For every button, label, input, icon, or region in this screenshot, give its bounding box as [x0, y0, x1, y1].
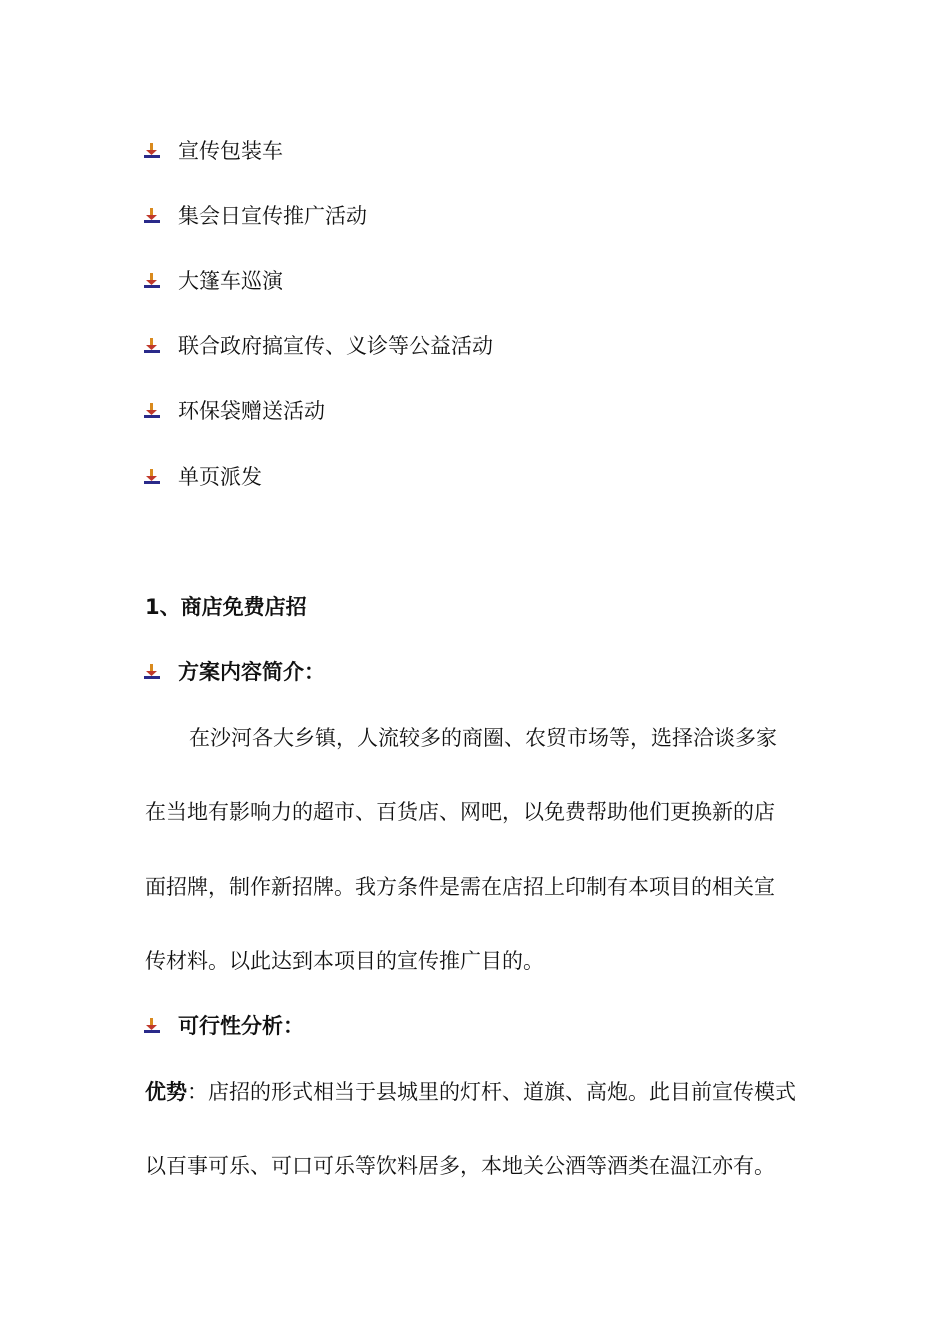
subsection-label: 可行性分析： [178, 1014, 304, 1038]
list-item-text: 集会日宣传推广活动 [178, 204, 367, 228]
paragraph-line: 以百事可乐、可口可乐等饮料居多，本地关公酒等酒类在温江亦有。 [145, 1154, 775, 1178]
paragraph-line: 在沙河各大乡镇，人流较多的商圈、农贸市场等，选择洽谈多家 [189, 726, 777, 750]
list-item [143, 396, 325, 426]
list-item [143, 462, 262, 492]
advantage-text: ：店招的形式相当于县城里的灯杆、道旗、高炮。此目前宣传模式 [187, 1080, 796, 1104]
arrow-bullet-icon [143, 337, 161, 355]
list-item-text: 大篷车巡演 [178, 269, 283, 293]
subsection-intro [143, 657, 325, 687]
paragraph-line: 在当地有影响力的超市、百货店、网吧，以免费帮助他们更换新的店 [145, 800, 775, 824]
list-item-text: 联合政府搞宣传、义诊等公益活动 [178, 334, 493, 358]
section-heading: 1、商店免费店招 [145, 595, 307, 619]
list-item [143, 136, 283, 166]
advantage-label: 优势 [145, 1080, 187, 1104]
list-item-text: 环保袋赠送活动 [178, 399, 325, 423]
paragraph-line: 面招牌，制作新招牌。我方条件是需在店招上印制有本项目的相关宣 [145, 875, 775, 899]
list-item-text: 单页派发 [178, 465, 262, 489]
arrow-bullet-icon [143, 1017, 161, 1035]
list-item [143, 201, 367, 231]
paragraph-line: 传材料。以此达到本项目的宣传推广目的。 [145, 949, 544, 973]
list-item [143, 266, 283, 296]
list-item [143, 331, 493, 361]
arrow-bullet-icon [143, 207, 161, 225]
arrow-bullet-icon [143, 468, 161, 486]
arrow-bullet-icon [143, 142, 161, 160]
subsection-feasibility [143, 1011, 304, 1041]
subsection-label: 方案内容简介： [178, 660, 325, 684]
arrow-bullet-icon [143, 663, 161, 681]
arrow-bullet-icon [143, 402, 161, 420]
paragraph-line [145, 1077, 810, 1107]
arrow-bullet-icon [143, 272, 161, 290]
list-item-text: 宣传包装车 [178, 139, 283, 163]
